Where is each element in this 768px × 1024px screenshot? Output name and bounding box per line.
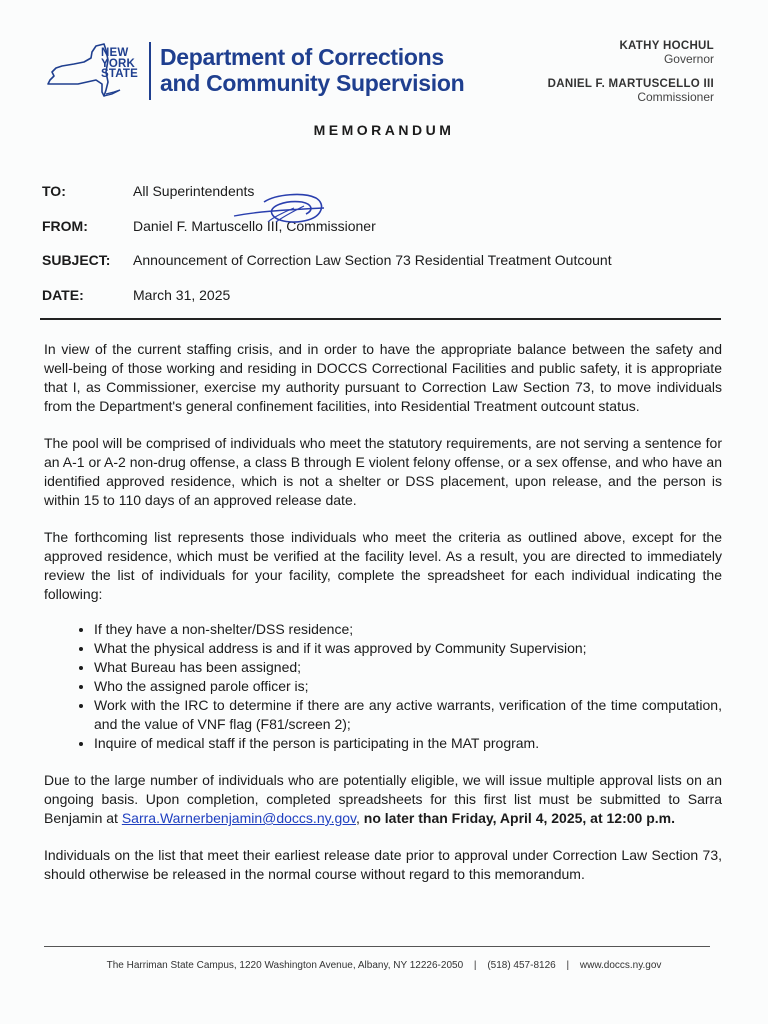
deadline-text: no later than Friday, April 4, 2025, at 12:00 p.m. — [363, 810, 675, 826]
department-name-line-2: and Community Supervision — [160, 70, 465, 96]
footer — [0, 960, 768, 971]
memo-body — [44, 340, 722, 902]
ny-state-wordmark — [101, 48, 138, 80]
governor-name: KATHY HOCHUL — [619, 40, 714, 52]
department-name — [160, 44, 464, 96]
date-label: DATE: — [42, 286, 84, 303]
list-item: • Who the assigned parole officer is; — [94, 677, 722, 696]
from-label: FROM: — [42, 217, 88, 234]
list-item: • Inquire of medical staff if the person is participating in the MAT program. — [94, 734, 722, 753]
state-line-1: NEW — [101, 47, 129, 59]
list-item: • What the physical address is and if it was approved by Community Supervision; — [94, 639, 722, 658]
list-item: • Work with the IRC to determine if there are any active warrants, verification of the time computation, and the value of VNF flag (F81/screen 2); — [94, 696, 722, 734]
requirements-list — [44, 620, 722, 753]
memo-header-fields — [42, 183, 732, 321]
paragraph-2: The pool will be comprised of individuals who meet the statutory requirements, are not serving a sentence for an A-1 or A-2 non-drug offense, a class B through E violent felony offense, or a sex offense, and who have an identified approved residence, which is not a shelter or DSS placement, upon release, and the person is within 15 to 110 days of an approved release date. — [44, 435, 722, 508]
footer-address: The Harriman State Campus, 1220 Washington Avenue, Albany, NY 12226-2050 — [106, 960, 464, 971]
footer-separator: | — [566, 960, 570, 971]
state-line-2: YORK — [101, 57, 136, 70]
paragraph-1: In view of the current staffing crisis, and in order to have the appropriate balance between the safety and well-being of those working and residing in DOCCS Correctional Facilities and public safety, it is appropriate that I, as Commissioner, exercise my authority pursuant to Correction Law Section 73, to move individuals from the Department's general confinement facilities, into Residential Treatment outcount status. — [44, 341, 722, 414]
memo-heading: MEMORANDUM — [313, 122, 455, 138]
to-value: All Superintendents — [133, 183, 255, 199]
footer-separator: | — [473, 960, 477, 971]
governor-title: Governor — [663, 52, 714, 66]
state-line-3: STATE — [101, 68, 138, 80]
footer-rule — [44, 946, 710, 947]
list-item: • What Bureau has been assigned; — [94, 658, 722, 677]
paragraph-4-comma: , — [356, 810, 364, 826]
to-label: TO: — [42, 183, 66, 199]
from-value: Daniel F. Martuscello III, Commissioner — [133, 217, 376, 234]
officials-block — [548, 40, 714, 116]
paragraph-4-text: Due to the large number of individuals who are potentially eligible, we will issue multiple approval lists on an ongoing basis. Upon completion, completed spreadsheets for this first list must be submitted to Sarra Benjamin at — [44, 772, 722, 826]
footer-phone: (518) 457-8126 — [487, 960, 556, 971]
subject-row — [42, 252, 732, 287]
footer-website[interactable]: www.doccs.ny.gov — [579, 960, 662, 971]
paragraph-3: The forthcoming list represents those individuals who meet the criteria as outlined above, except for the approved residence, which must be verified at the facility level. As a result, you are directed to immediately review the list of individuals for your facility, complete the spreadsheet for each individual indicating the following: — [44, 529, 722, 602]
paragraph-4 — [44, 771, 722, 828]
to-row — [42, 183, 732, 218]
signature-icon — [224, 188, 336, 234]
list-item: • If they have a non-shelter/DSS residence; — [94, 620, 722, 639]
subject-label: SUBJECT: — [42, 252, 111, 268]
email-link[interactable]: Sarra.Warnerbenjamin@doccs.ny.gov — [121, 810, 356, 826]
date-row — [42, 287, 732, 322]
subject-value: Announcement of Correction Law Section 73 Residential Treatment Outcount — [133, 252, 612, 268]
department-name-line-1: Department of Corrections — [160, 44, 444, 70]
from-row — [42, 218, 732, 253]
date-value: March 31, 2025 — [133, 286, 231, 303]
paragraph-5: Individuals on the list that meet their earliest release date prior to approval under Correction Law Section 73, should otherwise be released in the normal course without regard to this memorandum. — [44, 847, 722, 882]
header-rule — [40, 318, 721, 320]
commissioner-title: Commissioner — [637, 90, 714, 104]
logo-divider — [149, 42, 151, 100]
commissioner-name: DANIEL F. MARTUSCELLO III — [547, 78, 714, 90]
